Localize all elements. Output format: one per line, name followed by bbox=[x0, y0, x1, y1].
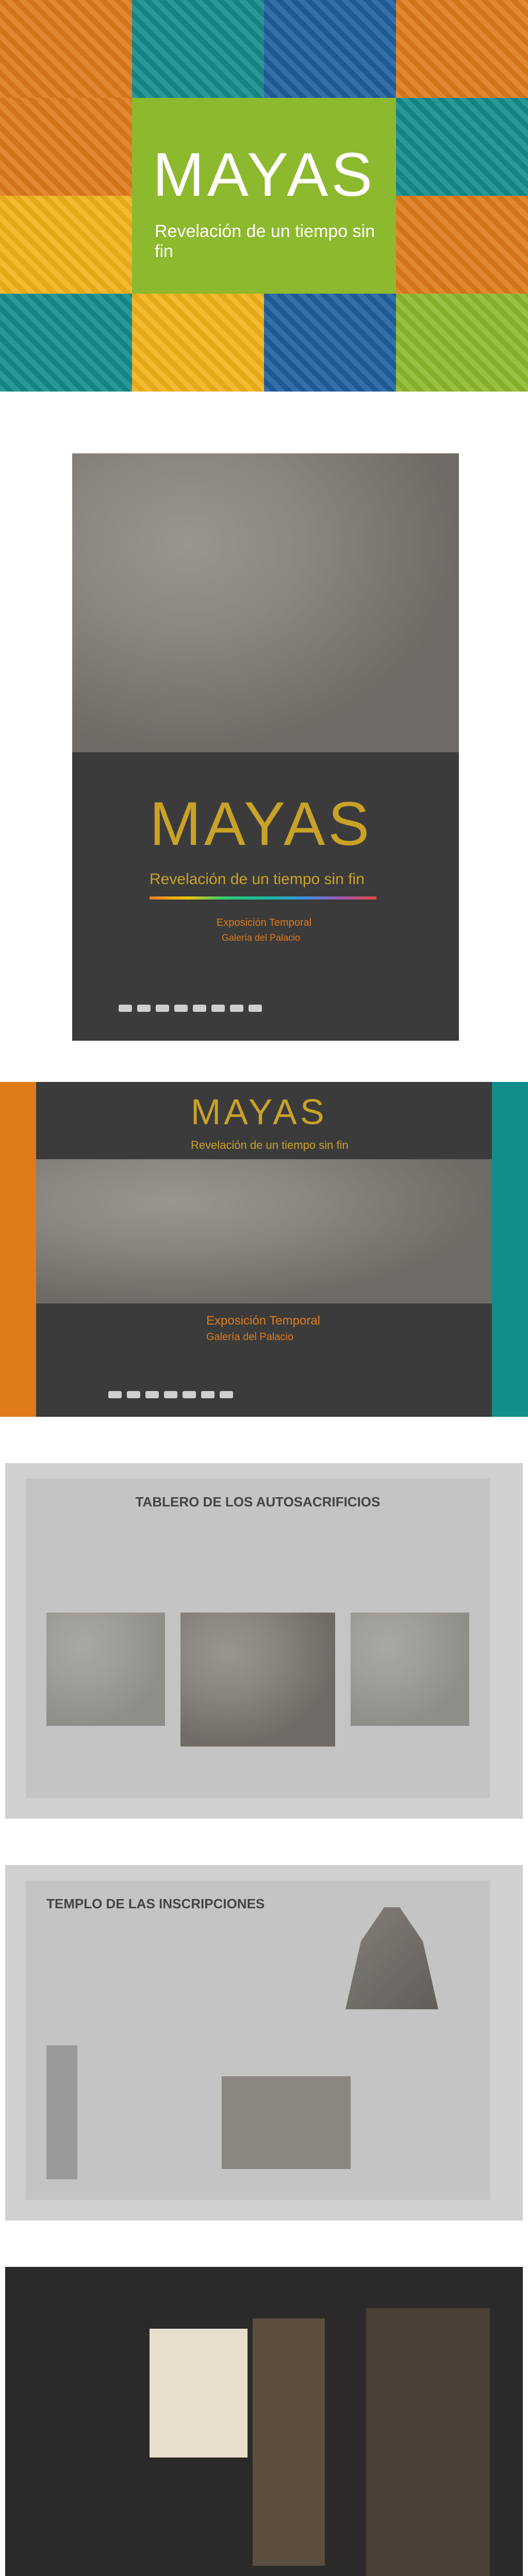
tomb-section-diagram bbox=[46, 2045, 77, 2179]
hero-title: MAYAS bbox=[153, 140, 376, 209]
hero-center-block bbox=[132, 98, 396, 294]
pyramid-image bbox=[315, 1896, 469, 2009]
tablero-title: TABLERO DE LOS AUTOSACRIFICIOS bbox=[135, 1494, 381, 1510]
sponsor-logo bbox=[174, 1005, 188, 1012]
poster-title: MAYAS bbox=[150, 789, 373, 858]
hero-subtitle: Revelación de un tiempo sin fin bbox=[155, 222, 375, 261]
sponsor-logo bbox=[108, 1391, 122, 1398]
display-case bbox=[366, 2308, 490, 2576]
sponsor-logo bbox=[137, 1005, 151, 1012]
banner-subtitle: Revelación de un tiempo sin fin bbox=[191, 1139, 349, 1151]
sponsor-logo bbox=[164, 1391, 177, 1398]
mosaic-tile bbox=[132, 0, 264, 98]
banner-right-strip bbox=[492, 1082, 528, 1417]
sponsor-logo bbox=[211, 1005, 225, 1012]
banner-logo-strip bbox=[108, 1391, 233, 1398]
mosaic-tile bbox=[0, 98, 132, 196]
banner-title: MAYAS bbox=[191, 1092, 327, 1132]
mosaic-tile bbox=[0, 0, 132, 98]
mosaic-tile bbox=[396, 0, 528, 98]
poster bbox=[72, 453, 459, 1041]
poster-relief-image bbox=[72, 453, 459, 752]
banner-exhibit-type: Exposición Temporal bbox=[206, 1314, 321, 1328]
mosaic-tile bbox=[264, 0, 396, 98]
sponsor-logo bbox=[183, 1391, 196, 1398]
gallery-photo-1 bbox=[5, 2267, 523, 2576]
sponsor-logo bbox=[193, 1005, 206, 1012]
poster-rainbow-bar bbox=[150, 896, 376, 900]
mosaic-tile bbox=[132, 294, 264, 392]
poster-logo-strip bbox=[119, 1005, 262, 1012]
mosaic-tile bbox=[0, 196, 132, 294]
sponsor-logo bbox=[220, 1391, 233, 1398]
poster-exhibit-type: Exposición Temporal bbox=[217, 917, 312, 928]
mosaic-tile bbox=[396, 98, 528, 196]
poster-venue: Galería del Palacio bbox=[222, 933, 301, 943]
sponsor-logo bbox=[119, 1005, 132, 1012]
sponsor-logo bbox=[127, 1391, 140, 1398]
banner-left-strip bbox=[0, 1082, 36, 1417]
tomb-plan-diagram bbox=[222, 2076, 351, 2169]
mosaic-tile bbox=[0, 294, 132, 392]
templo-title: TEMPLO DE LAS INSCRIPCIONES bbox=[46, 1896, 265, 1911]
tablero-left-relief bbox=[46, 1613, 165, 1726]
hero-mosaic bbox=[0, 0, 528, 392]
tablero-center-relief bbox=[180, 1613, 335, 1747]
mosaic-tile bbox=[396, 196, 528, 294]
display-case bbox=[253, 2318, 325, 2566]
mosaic-tile bbox=[396, 294, 528, 392]
sponsor-logo bbox=[201, 1391, 214, 1398]
banner-venue: Galería del Palacio bbox=[206, 1331, 293, 1343]
templo-panel bbox=[5, 1865, 523, 2221]
tablero-panel bbox=[5, 1463, 523, 1819]
banner bbox=[0, 1082, 528, 1417]
wall-panel bbox=[150, 2329, 248, 2458]
sponsor-logo bbox=[145, 1391, 159, 1398]
tablero-right-relief bbox=[351, 1613, 469, 1726]
sponsor-logo bbox=[156, 1005, 169, 1012]
templo-board bbox=[26, 1880, 490, 2200]
banner-relief-image bbox=[36, 1159, 492, 1303]
mosaic-tile bbox=[264, 294, 396, 392]
sponsor-logo bbox=[249, 1005, 262, 1012]
poster-subtitle: Revelación de un tiempo sin fin bbox=[150, 871, 365, 888]
tablero-board bbox=[26, 1479, 490, 1798]
sponsor-logo bbox=[230, 1005, 243, 1012]
